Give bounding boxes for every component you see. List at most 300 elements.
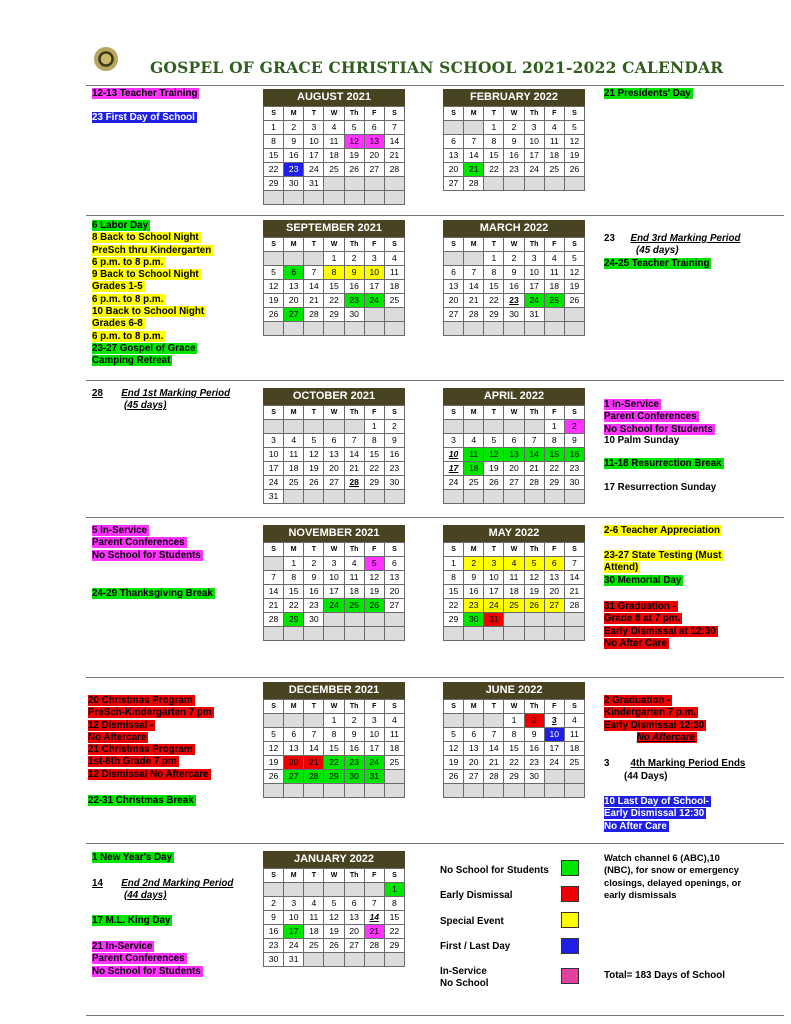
day-cell: 31 (484, 613, 504, 627)
empty-cell (324, 953, 344, 967)
weekday-label: S (264, 543, 284, 557)
day-cell: 8 (544, 434, 564, 448)
day-cell: 19 (264, 294, 284, 308)
day-cell: 17 (524, 280, 544, 294)
day-cell: 14 (304, 742, 324, 756)
day-cell: 8 (484, 135, 504, 149)
day-cell: 3 (524, 252, 544, 266)
weekday-label: W (324, 238, 344, 252)
weekday-label: S (444, 406, 464, 420)
calendar-april (443, 388, 585, 504)
day-cell: 18 (304, 925, 324, 939)
empty-cell (484, 784, 504, 798)
day-cell: 17 (364, 742, 384, 756)
empty-cell (464, 322, 484, 336)
weekday-label: F (544, 238, 564, 252)
calendar-june (443, 682, 585, 798)
day-cell: 26 (484, 476, 504, 490)
day-cell: 6 (464, 728, 484, 742)
day-cell: 27 (444, 308, 464, 322)
day-cell: 16 (564, 448, 584, 462)
empty-cell (384, 322, 404, 336)
weekday-label: S (444, 107, 464, 121)
empty-cell (484, 490, 504, 504)
empty-cell (304, 627, 324, 641)
empty-cell (504, 322, 524, 336)
day-cell: 21 (344, 462, 364, 476)
note-dec-christmas-break: 22-31 Christmas Break (88, 795, 194, 806)
day-cell: 21 (304, 294, 324, 308)
day-cell: 5 (364, 557, 384, 571)
day-cell: 6 (284, 266, 304, 280)
note-may-graduation: 31 Graduation - Grade 8 at 7 pm. Early Dismissal at 12:30 No After Care (604, 601, 716, 649)
day-cell: 15 (324, 280, 344, 294)
weekday-label: Th (524, 107, 544, 121)
empty-cell (464, 420, 484, 434)
day-cell: 19 (564, 149, 584, 163)
day-cell: 10 (304, 135, 324, 149)
day-cell: 13 (324, 448, 344, 462)
empty-cell (544, 490, 564, 504)
day-cell: 1 (484, 252, 504, 266)
day-cell: 2 (344, 252, 364, 266)
note-jan-mlk: 17 M.L. King Day (92, 915, 171, 926)
day-cell: 3 (524, 121, 544, 135)
empty-cell (304, 490, 324, 504)
day-cell: 22 (544, 462, 564, 476)
empty-cell (284, 784, 304, 798)
weekday-label: S (564, 107, 584, 121)
day-cell: 8 (364, 434, 384, 448)
empty-cell (304, 191, 324, 205)
day-cell: 13 (384, 571, 404, 585)
day-cell: 2 (464, 557, 484, 571)
day-cell: 15 (364, 448, 384, 462)
weekday-label: M (464, 107, 484, 121)
day-cell: 6 (544, 557, 564, 571)
weekday-label: Th (344, 543, 364, 557)
day-cell: 14 (484, 742, 504, 756)
day-cell: 31 (304, 177, 324, 191)
day-cell: 7 (264, 571, 284, 585)
day-cell: 26 (524, 599, 544, 613)
weekday-label: M (464, 700, 484, 714)
empty-cell (324, 784, 344, 798)
empty-cell (384, 613, 404, 627)
weekday-label: T (304, 543, 324, 557)
empty-cell (384, 953, 404, 967)
day-cell: 18 (504, 585, 524, 599)
empty-cell (284, 883, 304, 897)
day-cell: 7 (464, 266, 484, 280)
day-cell: 19 (484, 462, 504, 476)
day-cell: 18 (344, 585, 364, 599)
day-cell: 18 (284, 462, 304, 476)
day-cell: 20 (464, 756, 484, 770)
note-oct-days: (45 days) (124, 400, 167, 411)
empty-cell (264, 322, 284, 336)
day-cell: 27 (544, 599, 564, 613)
day-cell: 16 (384, 448, 404, 462)
empty-cell (364, 883, 384, 897)
empty-cell (264, 420, 284, 434)
day-cell: 27 (464, 770, 484, 784)
day-cell: 27 (284, 770, 304, 784)
month-header: MAY 2022 (443, 525, 585, 542)
day-cell: 13 (444, 149, 464, 163)
day-cell: 14 (524, 448, 544, 462)
empty-cell (524, 177, 544, 191)
day-cell: 27 (364, 163, 384, 177)
weekday-label: Th (344, 869, 364, 883)
empty-cell (364, 627, 384, 641)
day-cell: 16 (304, 585, 324, 599)
day-cell: 31 (284, 953, 304, 967)
day-cell: 5 (564, 252, 584, 266)
weekday-label: M (464, 238, 484, 252)
day-cell: 17 (284, 925, 304, 939)
day-cell: 28 (524, 476, 544, 490)
empty-cell (384, 627, 404, 641)
legend-yellow-swatch (561, 912, 579, 928)
empty-cell (384, 308, 404, 322)
day-cell: 17 (364, 280, 384, 294)
day-cell: 10 (364, 728, 384, 742)
day-cell: 29 (264, 177, 284, 191)
weekday-label: F (364, 107, 384, 121)
empty-cell (344, 883, 364, 897)
weekday-label: W (504, 700, 524, 714)
day-cell: 8 (324, 728, 344, 742)
divider (86, 517, 784, 518)
day-cell: 26 (344, 163, 364, 177)
day-cell: 9 (564, 434, 584, 448)
day-cell: 22 (264, 163, 284, 177)
day-cell: 12 (524, 571, 544, 585)
empty-cell (564, 177, 584, 191)
day-cell: 20 (324, 462, 344, 476)
weekday-label: S (564, 543, 584, 557)
day-cell: 26 (304, 476, 324, 490)
legend-inservice-label: In-Service No School (440, 966, 489, 990)
weekday-label: T (484, 406, 504, 420)
day-cell: 30 (304, 613, 324, 627)
weekday-label: Th (344, 238, 364, 252)
day-cell: 9 (284, 135, 304, 149)
day-cell: 18 (544, 149, 564, 163)
day-cell: 4 (544, 252, 564, 266)
day-cell: 4 (384, 252, 404, 266)
day-cell: 13 (444, 280, 464, 294)
weekday-label: T (304, 238, 324, 252)
day-cell: 7 (344, 434, 364, 448)
day-cell: 18 (384, 742, 404, 756)
day-cell: 11 (384, 728, 404, 742)
day-cell: 23 (504, 163, 524, 177)
empty-cell (324, 177, 344, 191)
weekday-label: S (384, 107, 404, 121)
empty-cell (344, 627, 364, 641)
day-cell: 9 (384, 434, 404, 448)
month-header: AUGUST 2021 (263, 89, 405, 106)
day-cell: 2 (524, 714, 544, 728)
day-cell: 1 (544, 420, 564, 434)
day-cell: 5 (484, 434, 504, 448)
calendar-september (263, 220, 405, 336)
day-cell: 8 (264, 135, 284, 149)
day-cell: 19 (444, 756, 464, 770)
day-cell: 31 (524, 308, 544, 322)
notes-december-programs: 20 Christmas Program PreSch-Kindergarten 7 pm 12 Dismissal - No Aftercare 21 Christmas Program 1st-8th Grade 7 pm 12 Dismissal No Aftercare (88, 695, 212, 780)
weekday-label: W (324, 406, 344, 420)
weekday-label: S (564, 700, 584, 714)
day-cell: 6 (444, 135, 464, 149)
day-cell: 23 (564, 462, 584, 476)
weekday-label: W (504, 543, 524, 557)
weekday-label: F (364, 869, 384, 883)
calendar-november (263, 525, 405, 641)
weekday-label: F (364, 700, 384, 714)
day-cell: 14 (264, 585, 284, 599)
day-cell: 16 (344, 280, 364, 294)
weekday-label: W (504, 238, 524, 252)
day-cell: 15 (484, 149, 504, 163)
empty-cell (344, 953, 364, 967)
day-cell: 25 (544, 163, 564, 177)
empty-cell (524, 322, 544, 336)
day-cell: 13 (344, 911, 364, 925)
empty-cell (304, 252, 324, 266)
day-cell: 12 (564, 266, 584, 280)
weekday-label: T (304, 869, 324, 883)
weekday-label: M (284, 107, 304, 121)
day-cell: 10 (544, 728, 564, 742)
day-cell: 15 (384, 911, 404, 925)
weekday-label: S (384, 238, 404, 252)
day-cell: 8 (484, 266, 504, 280)
day-cell: 19 (364, 585, 384, 599)
day-cell: 15 (504, 742, 524, 756)
weekday-label: T (304, 700, 324, 714)
weekday-label: S (384, 869, 404, 883)
day-cell: 6 (364, 121, 384, 135)
empty-cell (524, 613, 544, 627)
day-cell: 2 (504, 252, 524, 266)
empty-cell (264, 714, 284, 728)
day-cell: 22 (504, 756, 524, 770)
empty-cell (544, 177, 564, 191)
day-cell: 29 (444, 613, 464, 627)
empty-cell (324, 883, 344, 897)
day-cell: 25 (384, 294, 404, 308)
empty-cell (304, 883, 324, 897)
empty-cell (364, 191, 384, 205)
empty-cell (444, 490, 464, 504)
empty-cell (304, 322, 324, 336)
day-cell: 8 (504, 728, 524, 742)
weekday-label: M (284, 238, 304, 252)
day-cell: 25 (504, 599, 524, 613)
weekday-label: S (384, 406, 404, 420)
day-cell: 11 (464, 448, 484, 462)
empty-cell (344, 191, 364, 205)
day-cell: 1 (324, 714, 344, 728)
weekday-label: Th (344, 107, 364, 121)
day-cell: 7 (564, 557, 584, 571)
day-cell: 26 (364, 599, 384, 613)
day-cell: 16 (344, 742, 364, 756)
day-cell: 24 (364, 756, 384, 770)
day-cell: 25 (464, 476, 484, 490)
empty-cell (464, 627, 484, 641)
day-cell: 15 (324, 742, 344, 756)
day-cell: 25 (304, 939, 324, 953)
weekday-label: S (264, 406, 284, 420)
empty-cell (564, 322, 584, 336)
empty-cell (364, 490, 384, 504)
day-cell: 19 (564, 280, 584, 294)
day-cell: 10 (324, 571, 344, 585)
notes-november-inservice: 5 In-Service Parent Conferences No School for Students (92, 525, 201, 561)
day-cell: 18 (324, 149, 344, 163)
day-cell: 7 (464, 135, 484, 149)
weekday-label: W (324, 700, 344, 714)
calendar-august (263, 89, 405, 205)
empty-cell (564, 770, 584, 784)
day-cell: 14 (464, 280, 484, 294)
day-cell: 1 (284, 557, 304, 571)
day-cell: 16 (524, 742, 544, 756)
day-cell: 5 (304, 434, 324, 448)
day-cell: 23 (344, 294, 364, 308)
day-cell: 21 (484, 756, 504, 770)
day-cell: 24 (484, 599, 504, 613)
empty-cell (484, 627, 504, 641)
day-cell: 1 (324, 252, 344, 266)
note-mar-days: (45 days) (636, 245, 679, 256)
empty-cell (284, 420, 304, 434)
day-cell: 28 (264, 613, 284, 627)
day-cell: 25 (344, 599, 364, 613)
weekday-label: F (364, 543, 384, 557)
empty-cell (264, 191, 284, 205)
empty-cell (264, 557, 284, 571)
day-cell: 28 (344, 476, 364, 490)
page-title: GOSPEL OF GRACE CHRISTIAN SCHOOL 2021-2022 CALENDAR (150, 58, 724, 77)
legend-green-swatch (561, 860, 579, 876)
empty-cell (304, 784, 324, 798)
empty-cell (364, 308, 384, 322)
month-header: JUNE 2022 (443, 682, 585, 699)
day-cell: 15 (284, 585, 304, 599)
day-cell: 27 (344, 939, 364, 953)
weekday-label: F (364, 406, 384, 420)
note-jan-days: (44 days) (124, 890, 167, 901)
day-cell: 11 (324, 135, 344, 149)
empty-cell (564, 308, 584, 322)
weekday-label: T (484, 107, 504, 121)
day-cell: 25 (564, 756, 584, 770)
day-cell: 4 (464, 434, 484, 448)
empty-cell (564, 490, 584, 504)
empty-cell (284, 191, 304, 205)
day-cell: 21 (304, 756, 324, 770)
day-cell: 3 (364, 714, 384, 728)
day-cell: 28 (304, 770, 324, 784)
day-cell: 6 (344, 897, 364, 911)
day-cell: 13 (504, 448, 524, 462)
day-cell: 30 (524, 770, 544, 784)
day-cell: 10 (264, 448, 284, 462)
day-cell: 25 (544, 294, 564, 308)
empty-cell (344, 784, 364, 798)
day-cell: 26 (444, 770, 464, 784)
legend-magenta-swatch (561, 968, 579, 984)
day-cell: 21 (524, 462, 544, 476)
empty-cell (344, 490, 364, 504)
day-cell: 15 (264, 149, 284, 163)
empty-cell (284, 252, 304, 266)
weekday-label: F (544, 700, 564, 714)
day-cell: 24 (264, 476, 284, 490)
day-cell: 30 (564, 476, 584, 490)
note-mar-teacher-training: 24-25 Teacher Training (604, 258, 710, 269)
empty-cell (484, 420, 504, 434)
day-cell: 5 (264, 728, 284, 742)
note-jun-last-day: 10 Last Day of School- Early Dismissal 12:30 No After Care (604, 796, 710, 832)
note-may-state-testing: 23-27 State Testing (Must Attend) (604, 550, 722, 574)
note-may-memorial-day: 30 Memorial Day (604, 575, 682, 586)
day-cell: 29 (384, 939, 404, 953)
calendar-february (443, 89, 585, 191)
day-cell: 2 (264, 897, 284, 911)
day-cell: 17 (324, 585, 344, 599)
empty-cell (284, 627, 304, 641)
day-cell: 27 (284, 308, 304, 322)
weekday-label: M (284, 406, 304, 420)
weekday-label: M (284, 869, 304, 883)
note-may-teacher-appreciation: 2-6 Teacher Appreciation (604, 525, 720, 536)
day-cell: 12 (564, 135, 584, 149)
month-header: OCTOBER 2021 (263, 388, 405, 405)
day-cell: 11 (564, 728, 584, 742)
empty-cell (284, 322, 304, 336)
divider (86, 215, 784, 216)
day-cell: 24 (544, 756, 564, 770)
weekday-label: S (444, 543, 464, 557)
legend-early-label: Early Dismissal (440, 890, 513, 901)
empty-cell (264, 627, 284, 641)
empty-cell (444, 420, 464, 434)
legend-total-days: Total= 183 Days of School (604, 970, 725, 981)
empty-cell (544, 784, 564, 798)
day-cell: 18 (464, 462, 484, 476)
empty-cell (464, 490, 484, 504)
note-jan-end-marking: 14 End 2nd Marking Period (92, 878, 234, 889)
day-cell: 7 (304, 266, 324, 280)
day-cell: 28 (484, 770, 504, 784)
calendar-may (443, 525, 585, 641)
empty-cell (384, 784, 404, 798)
day-cell: 4 (324, 121, 344, 135)
school-seal (94, 47, 118, 71)
legend-watch-note: Watch channel 6 (ABC),10 (NBC), for snow or emergency closings, delayed openings, or early dismissals (604, 852, 742, 900)
day-cell: 21 (564, 585, 584, 599)
empty-cell (384, 191, 404, 205)
day-cell: 29 (324, 770, 344, 784)
empty-cell (284, 714, 304, 728)
day-cell: 26 (324, 939, 344, 953)
